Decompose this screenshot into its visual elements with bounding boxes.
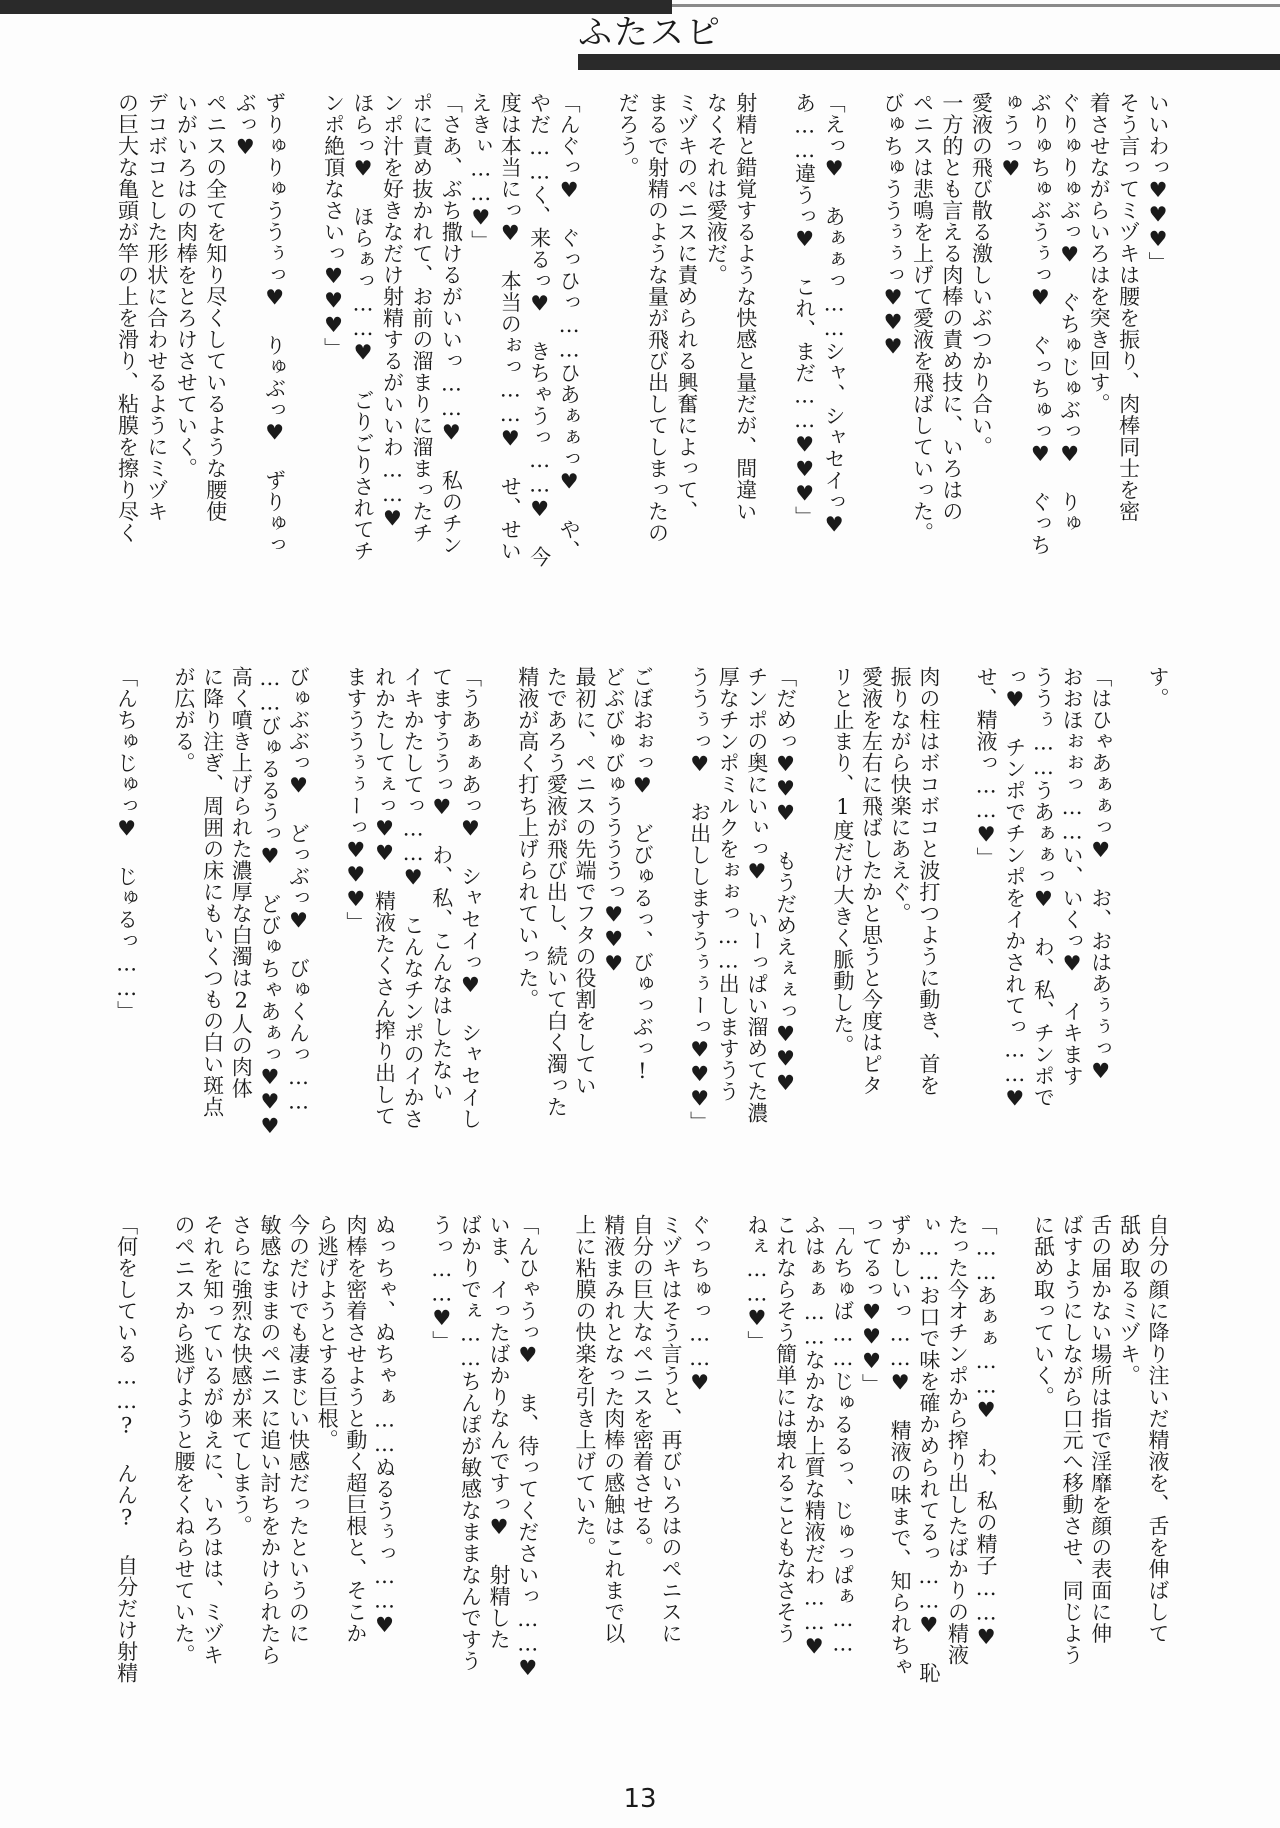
text-column: 着させながらいろはを突き回す。 bbox=[1087, 92, 1112, 415]
text-column: 愛液の飛び散る激しいぶつかり合い。 bbox=[969, 92, 994, 458]
text-column: びゅぶぶっ♥ どっぶっ♥ びゅくんっ…… bbox=[286, 666, 311, 1114]
text-column: ぶっ♥ bbox=[233, 92, 258, 160]
text-column: 「うあぁぁあっ♥ シャセイっ♥ シャセイし bbox=[458, 666, 483, 1130]
text-column: 肉の柱はボコボコと波打つように動き、首を bbox=[916, 666, 941, 1096]
text-column: どぶびゅびゅううううっ♥♥♥ bbox=[601, 666, 626, 976]
text-column: ミヅキのペニスに責められる興奮によって、 bbox=[674, 92, 699, 522]
text-column: さらに強烈な快感が来てしまう。 bbox=[229, 1214, 254, 1537]
text-column: ばかりでぇ……ちんぽが敏感なままなんですう bbox=[458, 1214, 483, 1672]
text-column: 振りながら快楽にあえぐ。 bbox=[888, 666, 913, 924]
text-column: 今のだけでも凄まじい快感だったというのに bbox=[286, 1214, 311, 1644]
text-column: 「んひゃうっ♥ ま、待ってくださいっ……♥ bbox=[515, 1214, 540, 1681]
text-column: ぶりゅちゅぶうぅっ♥ ぐっちゅっ♥ ぐっち bbox=[1028, 92, 1053, 556]
text-column: それを知っているがゆえに、いろはは、ミヅキ bbox=[200, 1214, 225, 1666]
text-column: 「んちゅば……じゅるるっ、じゅっぱぁ…… bbox=[830, 1214, 855, 1656]
text-column: あ……違うっ♥ これ、まだ……♥♥♥」 bbox=[792, 92, 817, 528]
text-column: やだ……く、来るっ♥ きちゃうっ……♥ 今 bbox=[527, 92, 552, 568]
text-column: なくそれは愛液だ。 bbox=[704, 92, 729, 286]
text-column: ばすようにしながら口元へ移動させ、同じよう bbox=[1060, 1214, 1085, 1666]
text-column: ら逃げようとする巨根。 bbox=[315, 1214, 340, 1451]
text-column: 高く噴き上げられた濃厚な白濁は2人の肉体 bbox=[229, 666, 254, 1099]
header-bar-right bbox=[578, 54, 1280, 70]
text-column: ずかしいっ……♥ 精液の味まで、知られちゃ bbox=[888, 1214, 913, 1678]
text-column: 射精と錯覚するような快感と量だが、間違い bbox=[733, 92, 758, 522]
text-column: いま、イったばかりなんですっ♥ 射精した bbox=[487, 1214, 512, 1650]
text-column: ペニスは悲鳴を上げて愛液を飛ばしていった。 bbox=[910, 92, 935, 544]
text-block-top bbox=[110, 92, 1170, 652]
text-block-middle bbox=[110, 666, 1170, 1226]
text-column: えきぃ……♥」 bbox=[468, 92, 493, 252]
text-column: に降り注ぎ、周囲の床にもいくつもの白い斑点 bbox=[200, 666, 225, 1118]
text-column: リと止まり、1度だけ大きく脈動した。 bbox=[830, 666, 855, 1056]
text-column: の巨大な亀頭が竿の上を滑り、粘膜を擦り尽く bbox=[115, 92, 140, 544]
text-column: が広がる。 bbox=[171, 666, 196, 774]
text-column: ペニスの全てを知り尽くしているような腰使 bbox=[203, 92, 228, 522]
text-column: ずりゅりゅううぅっ♥ りゅぶっ♥ ずりゅっ bbox=[262, 92, 287, 556]
text-column: 厚なチンポミルクをぉぉっ……出しますうう bbox=[716, 666, 741, 1102]
text-column: ううぅっ♥ お出ししますうぅぅーっ♥♥♥」 bbox=[687, 666, 712, 1133]
text-column: ぃ……お口で味を確かめられてるっ……♥ 恥 bbox=[916, 1214, 941, 1684]
text-column: 「えっ♥ あぁぁっ……シャ、シャセイっ♥ bbox=[822, 92, 847, 537]
text-column: 「さあ、ぶち撒けるがいいっ……♥ 私のチン bbox=[439, 92, 464, 556]
text-column: まるで射精のような量が飛び出してしまったの bbox=[645, 92, 670, 544]
text-column: に舐め取っていく。 bbox=[1031, 1214, 1056, 1408]
text-column: びゅちゅううぅぅっ♥♥♥ bbox=[881, 92, 905, 359]
text-block-bottom bbox=[110, 1214, 1170, 1774]
text-column: ンポ絶頂なさいっ♥♥♥」 bbox=[321, 92, 346, 359]
text-column: ますううぅぅーっ♥♥♥」 bbox=[343, 666, 368, 933]
text-column: たであろう愛液が飛び出し、続いて白く濁った bbox=[544, 666, 569, 1118]
text-column: 「何をしている……? んん? 自分だけ射精 bbox=[114, 1214, 139, 1684]
text-column: ほらっ♥ ほらぁっ……♥ ごりごりされてチ bbox=[351, 92, 375, 562]
text-column: っ♥ チンポでチンポをイかされてっ……♥ bbox=[1002, 666, 1027, 1111]
header-bar-left bbox=[0, 0, 672, 14]
text-column: 自分の顔に降り注いだ精液を、舌を伸ばして bbox=[1146, 1214, 1170, 1644]
text-column: ……びゅるるうっ♥ どびゅちゃあぁっ♥♥♥ bbox=[257, 666, 282, 1139]
text-column: 精液が高く打ち上げられていった。 bbox=[515, 666, 540, 1010]
text-column: いがいろはの肉棒をとろけさせていく。 bbox=[174, 92, 199, 479]
text-column: これならそう簡単には壊れることもなさそう bbox=[773, 1214, 798, 1644]
text-column: 「だめっ♥♥♥ もうだめえぇぇっ♥♥♥ bbox=[773, 666, 798, 1096]
text-column: ぐっちゅっ……♥ bbox=[687, 1214, 712, 1395]
text-column: 「……あぁぁ……♥ わ、私の精子……♥ bbox=[974, 1214, 999, 1650]
text-column: 精液まみれとなった肉棒の感触はこれまで以 bbox=[601, 1214, 626, 1644]
text-column: 「はひゃあぁぁっ♥ お、おはあぅぅっ♥ bbox=[1088, 666, 1113, 1084]
text-column: ポに責め抜かれて、お前の溜まりに溜まったチ bbox=[409, 92, 434, 544]
text-column: ごぼおぉっ♥ どびゅるっ、びゅっぶっ! bbox=[630, 666, 655, 1084]
text-column: チンポの奥にいぃっ♥ いーっぱい溜めてた濃 bbox=[744, 666, 769, 1124]
text-column: 一方的とも言える肉棒の責め技に、いろはの bbox=[939, 92, 964, 522]
text-column: そう言ってミヅキは腰を振り、肉棒同士を密 bbox=[1116, 92, 1141, 522]
text-column: 自分の巨大なペニスを密着させる。 bbox=[630, 1214, 655, 1558]
text-column: ふはぁぁ……なかなか上質な精液だわ……♥ bbox=[802, 1214, 827, 1659]
text-column: ねぇ……♥」 bbox=[744, 1214, 769, 1352]
text-column: 度は本当にっ♥ 本当のぉっ……♥ せ、せい bbox=[498, 92, 523, 562]
text-column: ううぅ……うあぁぁっ♥ わ、私、チンポで bbox=[1031, 666, 1056, 1108]
text-column: 敏感なままのペニスに追い討ちをかけられたら bbox=[257, 1214, 282, 1666]
text-column: ぬっちゃ、ぬちゃぁ……ぬるうぅっ……♥ bbox=[372, 1214, 397, 1638]
text-column: ミヅキはそう言うと、再びいろはのペニスに bbox=[658, 1214, 683, 1644]
text-column: たった今オチンポから搾り出したばかりの精液 bbox=[945, 1214, 970, 1666]
header-bar-thin bbox=[672, 4, 1280, 7]
text-column: ってるっ♥♥♥」 bbox=[859, 1214, 884, 1395]
text-column: 上に粘膜の快楽を引き上げていた。 bbox=[573, 1214, 598, 1558]
text-column: ぐりゅりゅぶっ♥ ぐちゅじゅぶっ♥ りゅ bbox=[1057, 92, 1082, 534]
text-column: 舌の届かない場所は指で淫靡を顔の表面に伸 bbox=[1088, 1214, 1113, 1644]
text-column: せ、精液っ……♥」 bbox=[974, 666, 999, 869]
page-title: ふたスピ bbox=[578, 13, 722, 53]
text-column: ゅうっ♥ bbox=[998, 92, 1023, 181]
text-column: うっ……♥」 bbox=[429, 1214, 454, 1352]
text-column: おおほぉぉっ……い、いくっ♥ イキます bbox=[1060, 666, 1085, 1087]
text-column: 最初に、ペニスの先端でフタの役割をしてい bbox=[573, 666, 598, 1096]
text-column: ンポ汁を好きなだけ射精するがいいわ……♥ bbox=[380, 92, 405, 531]
text-column: のペニスから逃げようと腰をくねらせていた。 bbox=[171, 1214, 196, 1666]
text-column: いいわっ♥♥♥」 bbox=[1146, 92, 1170, 273]
text-column: イキかたしてっ……♥ こんなチンポのイかさ bbox=[401, 666, 426, 1130]
text-column: デコボコとした形状に合わせるようにミヅキ bbox=[144, 92, 169, 522]
text-column: 肉棒を密着させようと動く超巨根と、そこか bbox=[343, 1214, 368, 1644]
text-column: てますううっ♥ わ、私、こんなはしたない bbox=[429, 666, 454, 1102]
text-column: 「んちゅじゅっ♥ じゅるっ……」 bbox=[114, 666, 139, 1022]
text-column: す。 bbox=[1146, 666, 1170, 709]
text-column: だろう。 bbox=[616, 92, 640, 178]
page-number: 13 bbox=[623, 1784, 657, 1814]
text-column: 「んぐっ♥ ぐっひっ……ひあぁぁっ♥ や、 bbox=[557, 92, 582, 562]
text-column: 舐め取るミヅキ。 bbox=[1117, 1214, 1142, 1386]
text-column: れかたしてぇっ♥♥ 精液たくさん搾り出して bbox=[372, 666, 397, 1127]
text-column: 愛液を左右に飛ばしたかと思うと今度はピタ bbox=[859, 666, 884, 1096]
